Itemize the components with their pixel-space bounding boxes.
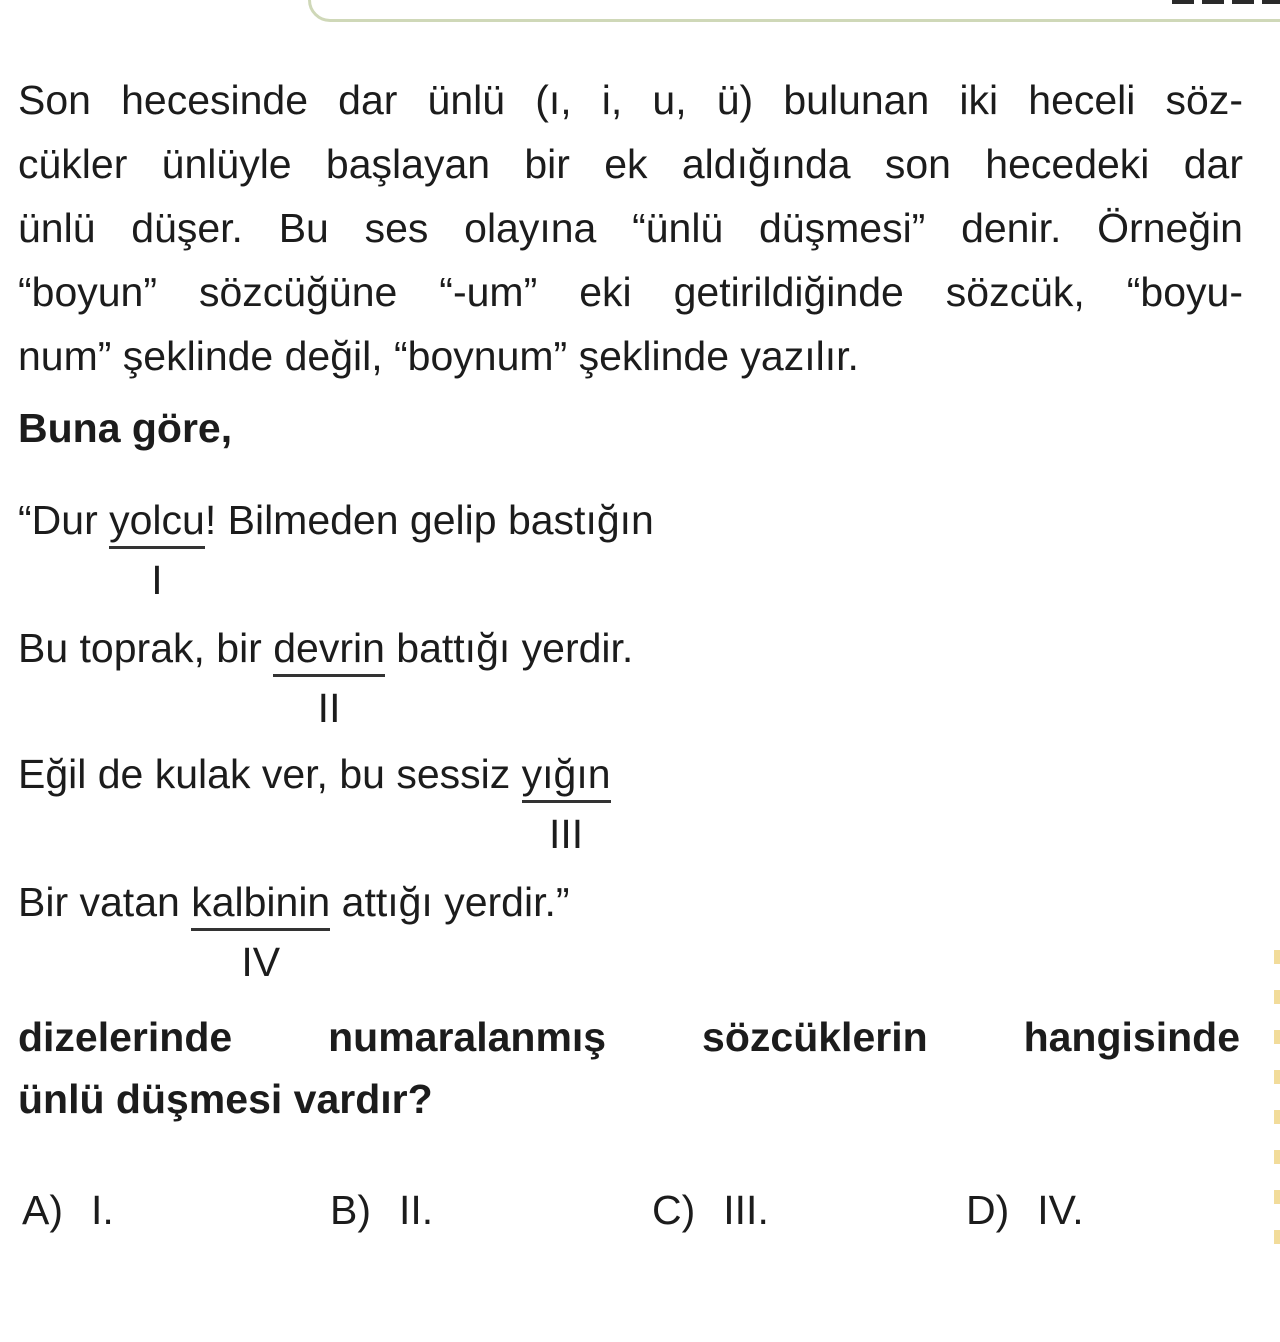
option-text: II. [399, 1187, 434, 1233]
paragraph-line: cükler ünlüyle başlayan bir ek aldığında son hecedeki dar [18, 141, 1243, 187]
word-number-label: IV [241, 939, 281, 985]
verse-text-after: ! Bilmeden gelip bastığın [204, 497, 654, 543]
verse-text-before: Eğil de kulak ver, bu sessiz [18, 751, 522, 797]
top-frame-border [308, 0, 1280, 22]
paragraph-line: Son hecesinde dar ünlü (ı, i, u, ü) bulunan iki heceli söz- [18, 77, 1243, 123]
paragraph-line: ünlü düşer. Bu ses olayına “ünlü düşmesi” denir. Örneğin [18, 205, 1243, 251]
option-text: III. [723, 1187, 769, 1233]
verse-line-3 [18, 748, 611, 857]
underlined-word: yolcu [109, 494, 205, 549]
verse-text-before: “Dur [18, 497, 110, 543]
question-line: dizelerinde numaralanmış sözcüklerin hangisinde [18, 1014, 1240, 1060]
option-a[interactable] [22, 1180, 114, 1240]
underlined-word: devrin [273, 622, 385, 677]
top-corner-mark [1172, 0, 1280, 4]
option-b[interactable] [330, 1180, 433, 1240]
option-letter: D) [966, 1187, 1010, 1233]
word-number-label: I [151, 557, 163, 603]
answer-options [0, 1180, 1280, 1240]
underlined-word: yığın [522, 748, 611, 803]
numbered-word-3 [521, 748, 611, 857]
option-d[interactable] [966, 1180, 1084, 1240]
option-letter: B) [330, 1187, 371, 1233]
explanation-paragraph [18, 68, 1243, 388]
option-text: IV. [1037, 1187, 1084, 1233]
paragraph-line: “boyun” sözcüğüne “-um” eki getirildiğinde sözcük, “boyu- [18, 269, 1243, 315]
lead-in-text: Buna göre, [18, 405, 233, 451]
numbered-word-1 [109, 494, 205, 603]
numbered-word-4 [191, 876, 331, 985]
option-c[interactable] [652, 1180, 769, 1240]
paragraph-line: num” şeklinde değil, “boynum” şeklinde yazılır. [18, 333, 859, 379]
underlined-word: kalbinin [191, 876, 330, 931]
verse-text-after: attığı yerdir.” [330, 879, 570, 925]
question-line: ünlü düşmesi vardır? [18, 1076, 433, 1122]
verse-text-after: battığı yerdir. [384, 625, 634, 671]
question-text [18, 1006, 1240, 1130]
option-letter: C) [652, 1187, 696, 1233]
verse-line-1 [18, 494, 654, 603]
word-number-label: II [317, 685, 341, 731]
option-letter: A) [22, 1187, 63, 1233]
word-number-label: III [548, 811, 584, 857]
numbered-word-2 [273, 622, 385, 731]
option-text: I. [91, 1187, 114, 1233]
verse-text-before: Bir vatan [18, 879, 192, 925]
verse-text-before: Bu toprak, bir [18, 625, 274, 671]
verse-line-4 [18, 876, 570, 985]
verse-line-2 [18, 622, 634, 731]
